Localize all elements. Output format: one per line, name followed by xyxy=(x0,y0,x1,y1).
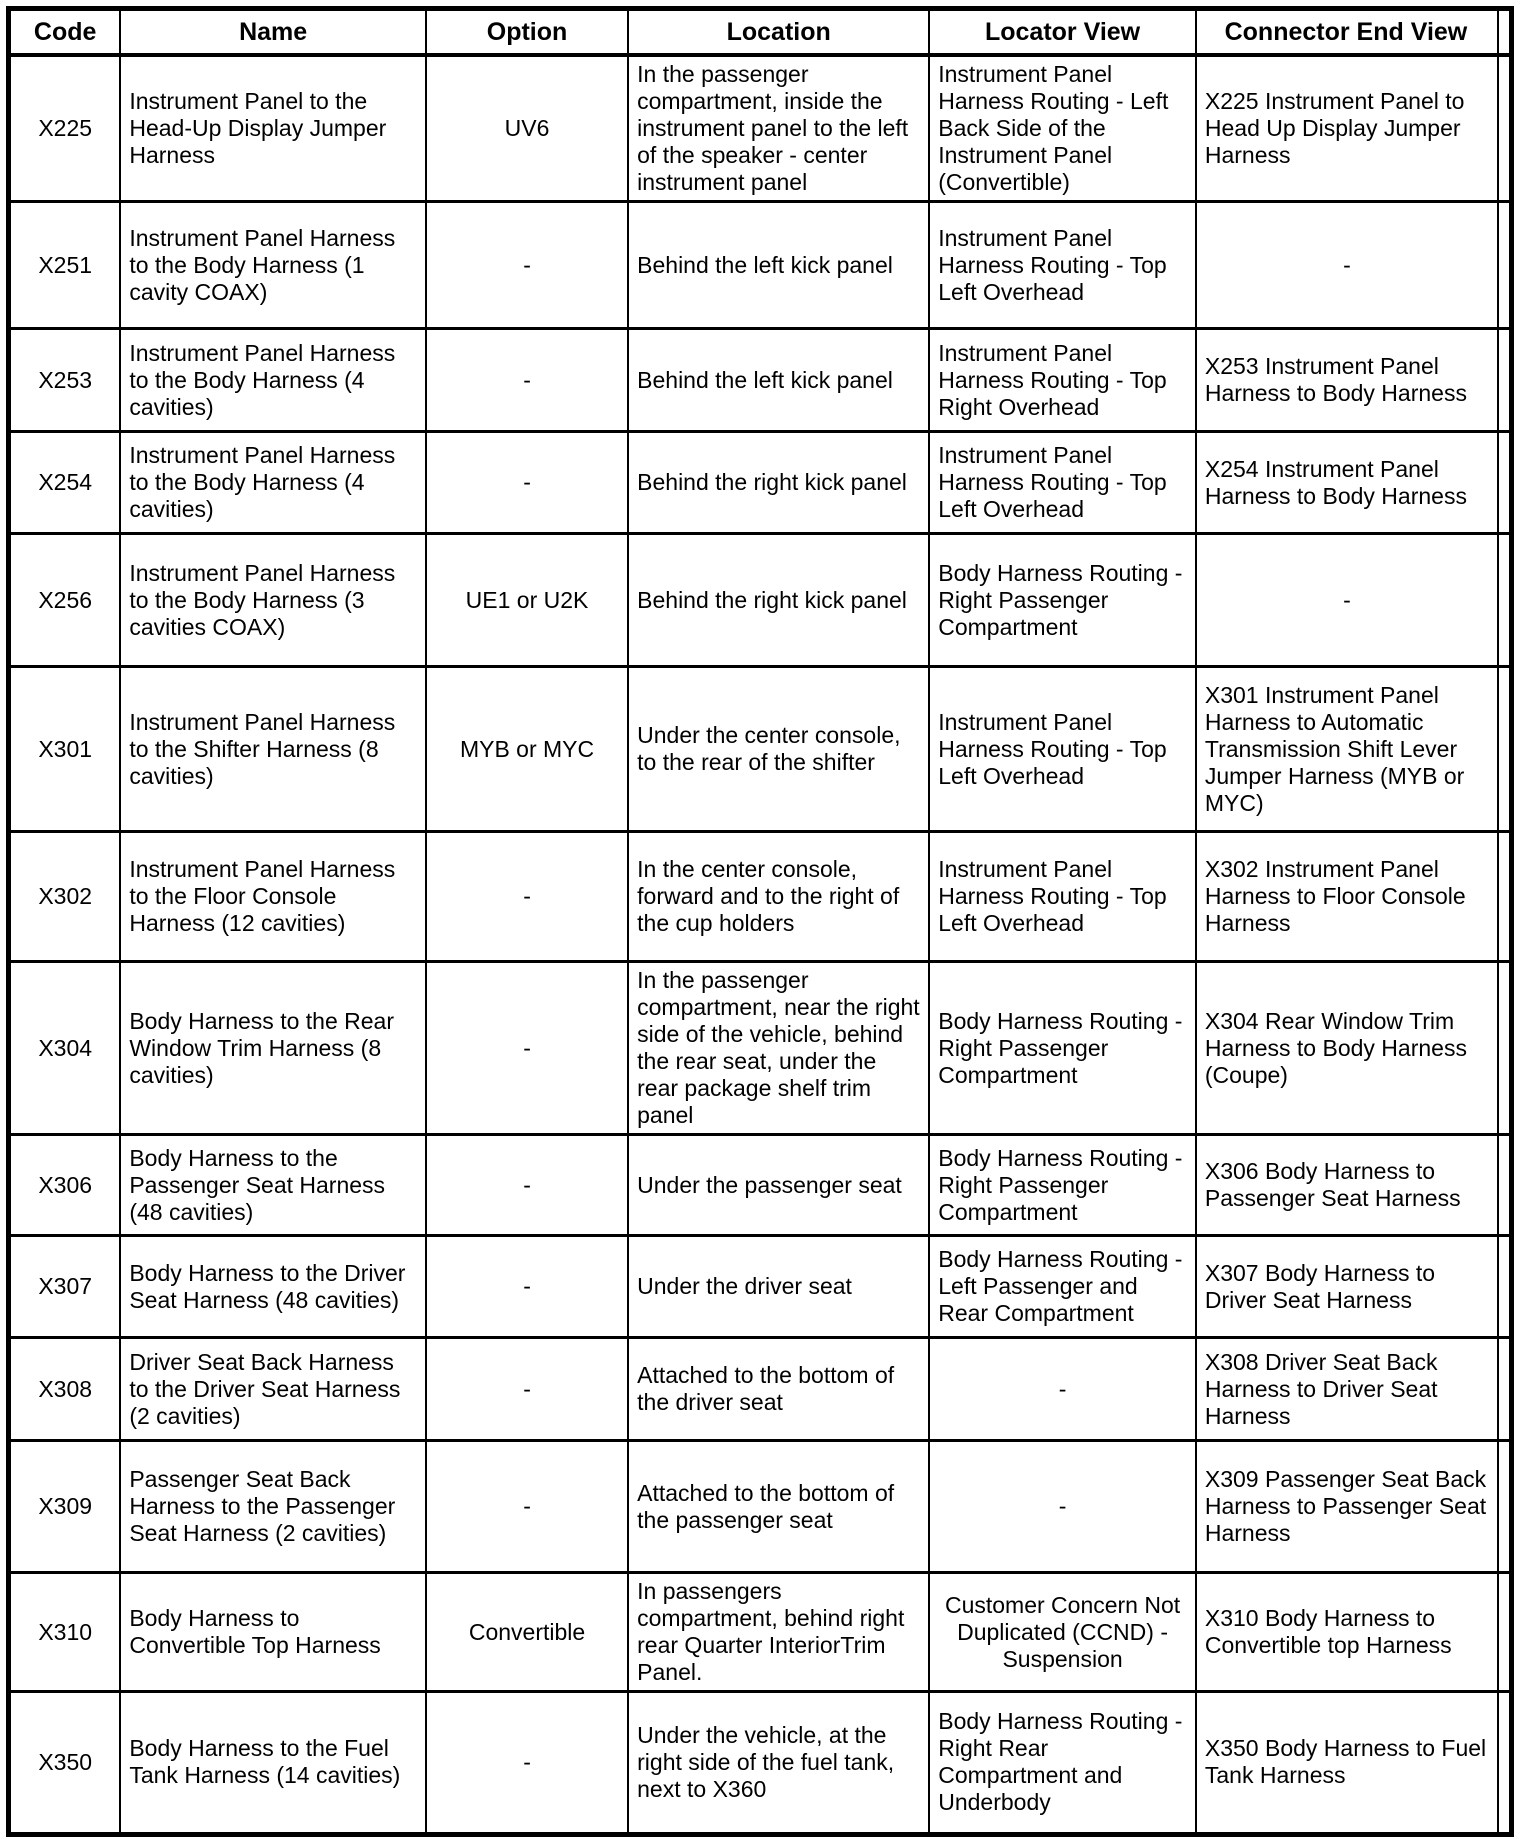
table-row xyxy=(11,1441,1509,1573)
table-row xyxy=(11,667,1509,832)
cell-locator-view: Instrument Panel Harness Routing - Top Left Overhead xyxy=(929,832,1196,962)
cell-connector-end-view: - xyxy=(1196,202,1509,329)
cell-name: Instrument Panel Harness to the Body Harness (4 cavities) xyxy=(120,329,426,432)
cell-option: - xyxy=(426,202,628,329)
cell-location: In the passenger compartment, inside the instrument panel to the left of the speaker - center instrument panel xyxy=(628,55,929,202)
cell-code: X254 xyxy=(11,432,120,534)
cell-locator-view: Instrument Panel Harness Routing - Top Left Overhead xyxy=(929,432,1196,534)
table-body xyxy=(11,55,1509,1832)
cell-code: X304 xyxy=(11,962,120,1135)
cell-connector-end-view: - xyxy=(1196,534,1509,667)
cell-option: - xyxy=(426,1338,628,1441)
cell-location: Under the driver seat xyxy=(628,1236,929,1338)
cell-code: X256 xyxy=(11,534,120,667)
table-row xyxy=(11,1573,1509,1692)
cell-location: Behind the right kick panel xyxy=(628,534,929,667)
cell-name: Instrument Panel Harness to the Body Harness (3 cavities COAX) xyxy=(120,534,426,667)
table-row xyxy=(11,1135,1509,1236)
cell-locator-view: Body Harness Routing - Right Passenger Compartment xyxy=(929,1135,1196,1236)
cell-connector-end-view: X350 Body Harness to Fuel Tank Harness xyxy=(1196,1692,1509,1832)
cell-connector-end-view: X302 Instrument Panel Harness to Floor Console Harness xyxy=(1196,832,1509,962)
cell-option: - xyxy=(426,1236,628,1338)
table-row xyxy=(11,55,1509,202)
column-header-location: Location xyxy=(628,11,929,55)
cell-code: X310 xyxy=(11,1573,120,1692)
cell-location: In the passenger compartment, near the right side of the vehicle, behind the rear seat, under the rear package shelf trim panel xyxy=(628,962,929,1135)
cell-code: X350 xyxy=(11,1692,120,1832)
cell-locator-view: Instrument Panel Harness Routing - Top Right Overhead xyxy=(929,329,1196,432)
cell-option: - xyxy=(426,1441,628,1573)
cell-location: Behind the left kick panel xyxy=(628,202,929,329)
cell-location: Attached to the bottom of the driver seat xyxy=(628,1338,929,1441)
cell-locator-view: Customer Concern Not Duplicated (CCND) - Suspension xyxy=(929,1573,1196,1692)
cell-name: Body Harness to the Passenger Seat Harness (48 cavities) xyxy=(120,1135,426,1236)
table-row xyxy=(11,202,1509,329)
table-row xyxy=(11,534,1509,667)
cell-option: Convertible xyxy=(426,1573,628,1692)
cell-option: - xyxy=(426,329,628,432)
cell-locator-view: Body Harness Routing - Left Passenger and Rear Compartment xyxy=(929,1236,1196,1338)
column-header-connector-end-view: Connector End View xyxy=(1196,11,1509,55)
table-row xyxy=(11,1338,1509,1441)
cell-connector-end-view: X301 Instrument Panel Harness to Automatic Transmission Shift Lever Jumper Harness (MYB or MYC) xyxy=(1196,667,1509,832)
cell-code: X301 xyxy=(11,667,120,832)
cell-locator-view: - xyxy=(929,1338,1196,1441)
header-row xyxy=(11,11,1509,55)
column-header-name: Name xyxy=(120,11,426,55)
cell-name: Body Harness to Convertible Top Harness xyxy=(120,1573,426,1692)
cell-option: - xyxy=(426,962,628,1135)
cell-locator-view: Instrument Panel Harness Routing - Left Back Side of the Instrument Panel (Convertible) xyxy=(929,55,1196,202)
cell-name: Body Harness to the Fuel Tank Harness (14 cavities) xyxy=(120,1692,426,1832)
cell-name: Instrument Panel Harness to the Floor Console Harness (12 cavities) xyxy=(120,832,426,962)
cell-option: UE1 or U2K xyxy=(426,534,628,667)
cell-locator-view: Instrument Panel Harness Routing - Top Left Overhead xyxy=(929,202,1196,329)
cell-connector-end-view: X306 Body Harness to Passenger Seat Harness xyxy=(1196,1135,1509,1236)
table-row xyxy=(11,1236,1509,1338)
cell-code: X308 xyxy=(11,1338,120,1441)
cell-code: X251 xyxy=(11,202,120,329)
cell-connector-end-view: X308 Driver Seat Back Harness to Driver Seat Harness xyxy=(1196,1338,1509,1441)
cell-location: Under the center console, to the rear of the shifter xyxy=(628,667,929,832)
cell-name: Instrument Panel Harness to the Body Harness (1 cavity COAX) xyxy=(120,202,426,329)
cell-locator-view: Body Harness Routing - Right Passenger Compartment xyxy=(929,534,1196,667)
cell-location: Under the vehicle, at the right side of the fuel tank, next to X360 xyxy=(628,1692,929,1832)
connector-table-frame xyxy=(6,6,1514,1837)
table-row xyxy=(11,832,1509,962)
cell-location: Attached to the bottom of the passenger seat xyxy=(628,1441,929,1573)
column-header-locator-view: Locator View xyxy=(929,11,1196,55)
cell-connector-end-view: X304 Rear Window Trim Harness to Body Harness (Coupe) xyxy=(1196,962,1509,1135)
column-header-code: Code xyxy=(11,11,120,55)
table-row xyxy=(11,1692,1509,1832)
cell-code: X307 xyxy=(11,1236,120,1338)
table-header xyxy=(11,11,1509,55)
cell-code: X302 xyxy=(11,832,120,962)
cell-code: X253 xyxy=(11,329,120,432)
cell-connector-end-view: X253 Instrument Panel Harness to Body Harness xyxy=(1196,329,1509,432)
cell-name: Instrument Panel Harness to the Body Harness (4 cavities) xyxy=(120,432,426,534)
cell-code: X306 xyxy=(11,1135,120,1236)
cell-location: Behind the right kick panel xyxy=(628,432,929,534)
cell-option: - xyxy=(426,1692,628,1832)
cell-name: Body Harness to the Driver Seat Harness (48 cavities) xyxy=(120,1236,426,1338)
cell-name: Instrument Panel Harness to the Shifter Harness (8 cavities) xyxy=(120,667,426,832)
cell-name: Passenger Seat Back Harness to the Passenger Seat Harness (2 cavities) xyxy=(120,1441,426,1573)
cell-code: X225 xyxy=(11,55,120,202)
cell-option: - xyxy=(426,432,628,534)
cell-location: In the center console, forward and to the right of the cup holders xyxy=(628,832,929,962)
cell-option: MYB or MYC xyxy=(426,667,628,832)
cell-option: UV6 xyxy=(426,55,628,202)
table-row xyxy=(11,962,1509,1135)
cell-location: Under the passenger seat xyxy=(628,1135,929,1236)
cell-connector-end-view: X310 Body Harness to Convertible top Harness xyxy=(1196,1573,1509,1692)
cell-name: Instrument Panel to the Head-Up Display Jumper Harness xyxy=(120,55,426,202)
cell-connector-end-view: X254 Instrument Panel Harness to Body Harness xyxy=(1196,432,1509,534)
cell-name: Driver Seat Back Harness to the Driver Seat Harness (2 cavities) xyxy=(120,1338,426,1441)
cell-connector-end-view: X225 Instrument Panel to Head Up Display Jumper Harness xyxy=(1196,55,1509,202)
table-row xyxy=(11,432,1509,534)
cell-connector-end-view: X309 Passenger Seat Back Harness to Passenger Seat Harness xyxy=(1196,1441,1509,1573)
document-page xyxy=(6,6,1514,1837)
cell-locator-view: Instrument Panel Harness Routing - Top Left Overhead xyxy=(929,667,1196,832)
cell-connector-end-view: X307 Body Harness to Driver Seat Harness xyxy=(1196,1236,1509,1338)
table-row xyxy=(11,329,1509,432)
cell-locator-view: - xyxy=(929,1441,1196,1573)
cell-locator-view: Body Harness Routing - Right Passenger Compartment xyxy=(929,962,1196,1135)
cell-locator-view: Body Harness Routing - Right Rear Compartment and Underbody xyxy=(929,1692,1196,1832)
cell-location: In passengers compartment, behind right rear Quarter InteriorTrim Panel. xyxy=(628,1573,929,1692)
cell-option: - xyxy=(426,1135,628,1236)
column-header-option: Option xyxy=(426,11,628,55)
cell-code: X309 xyxy=(11,1441,120,1573)
cell-location: Behind the left kick panel xyxy=(628,329,929,432)
cell-option: - xyxy=(426,832,628,962)
cell-name: Body Harness to the Rear Window Trim Harness (8 cavities) xyxy=(120,962,426,1135)
connector-table xyxy=(11,11,1509,1832)
